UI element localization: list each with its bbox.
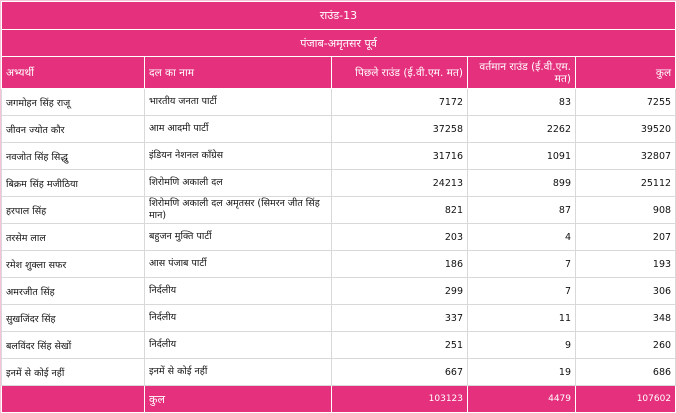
total-votes-cell: 207 (576, 224, 676, 251)
table-row (2, 170, 676, 197)
seat-title-row (2, 30, 676, 57)
total-votes-cell: 39520 (576, 116, 676, 143)
previous-votes-cell: 299 (332, 278, 468, 305)
party-cell: शिरोमणि अकाली दल (145, 170, 332, 197)
party-cell: आम आदमी पार्टी (145, 116, 332, 143)
round-title-row (2, 2, 676, 30)
candidate-cell: हरपाल सिंह (2, 197, 145, 224)
total-votes-cell: 306 (576, 278, 676, 305)
party-cell: इंडियन नेशनल कॉंग्रेस (145, 143, 332, 170)
party-cell: बहुजन मुक्ति पार्टी (145, 224, 332, 251)
header-row (2, 57, 676, 89)
previous-votes-cell: 251 (332, 332, 468, 359)
table-row (2, 116, 676, 143)
table-row (2, 278, 676, 305)
table-row (2, 251, 676, 278)
totals-current: 4479 (468, 386, 576, 413)
total-votes-cell: 260 (576, 332, 676, 359)
round-title: राउंड-13 (2, 2, 676, 30)
total-votes-cell: 908 (576, 197, 676, 224)
table-row (2, 143, 676, 170)
current-votes-cell: 7 (468, 278, 576, 305)
previous-votes-cell: 821 (332, 197, 468, 224)
candidate-cell: अमरजीत सिंह (2, 278, 145, 305)
candidate-cell: रमेश शुक्ला सफर (2, 251, 145, 278)
header-previous-round: पिछले राउंड (ई.वी.एम. मत) (332, 57, 468, 89)
current-votes-cell: 899 (468, 170, 576, 197)
previous-votes-cell: 186 (332, 251, 468, 278)
total-votes-cell: 686 (576, 359, 676, 386)
total-votes-cell: 32807 (576, 143, 676, 170)
results-table (1, 1, 676, 413)
previous-votes-cell: 7172 (332, 89, 468, 116)
table-row (2, 224, 676, 251)
candidate-cell: बिक्रम सिंह मजीठिया (2, 170, 145, 197)
header-current-round: वर्तमान राउंड (ई.वी.एम. मत) (468, 57, 576, 89)
current-votes-cell: 2262 (468, 116, 576, 143)
previous-votes-cell: 337 (332, 305, 468, 332)
previous-votes-cell: 24213 (332, 170, 468, 197)
table-row (2, 305, 676, 332)
candidate-cell: इनमें से कोई नहीं (2, 359, 145, 386)
party-cell: भारतीय जनता पार्टी (145, 89, 332, 116)
candidate-cell: सुखजिंदर सिंह (2, 305, 145, 332)
table-row (2, 89, 676, 116)
candidate-cell: जीवन ज्योत कौर (2, 116, 145, 143)
party-cell: निर्दलीय (145, 305, 332, 332)
total-votes-cell: 25112 (576, 170, 676, 197)
total-votes-cell: 7255 (576, 89, 676, 116)
current-votes-cell: 1091 (468, 143, 576, 170)
table-row (2, 332, 676, 359)
header-party: दल का नाम (145, 57, 332, 89)
previous-votes-cell: 31716 (332, 143, 468, 170)
header-total: कुल (576, 57, 676, 89)
party-cell: आस पंजाब पार्टी (145, 251, 332, 278)
current-votes-cell: 9 (468, 332, 576, 359)
candidate-cell: तरसेम लाल (2, 224, 145, 251)
candidate-cell: बलविंदर सिंह सेखों (2, 332, 145, 359)
totals-row (2, 386, 676, 413)
current-votes-cell: 4 (468, 224, 576, 251)
total-votes-cell: 193 (576, 251, 676, 278)
previous-votes-cell: 37258 (332, 116, 468, 143)
current-votes-cell: 87 (468, 197, 576, 224)
header-candidate: अभ्यर्थी (2, 57, 145, 89)
previous-votes-cell: 667 (332, 359, 468, 386)
party-cell: निर्दलीय (145, 332, 332, 359)
totals-previous: 103123 (332, 386, 468, 413)
totals-total: 107602 (576, 386, 676, 413)
candidate-cell: जगमोहन सिंह राजू (2, 89, 145, 116)
total-votes-cell: 348 (576, 305, 676, 332)
current-votes-cell: 11 (468, 305, 576, 332)
table-row (2, 197, 676, 224)
current-votes-cell: 83 (468, 89, 576, 116)
party-cell: इनमें से कोई नहीं (145, 359, 332, 386)
candidate-cell: नवजोत सिंह सिद्धु (2, 143, 145, 170)
current-votes-cell: 7 (468, 251, 576, 278)
party-cell: निर्दलीय (145, 278, 332, 305)
totals-blank-cell (2, 386, 145, 413)
seat-title: पंजाब-अमृतसर पूर्व (2, 30, 676, 57)
current-votes-cell: 19 (468, 359, 576, 386)
table-row (2, 359, 676, 386)
party-cell: शिरोमणि अकाली दल अमृतसर (सिमरन जीत सिंह मान) (145, 197, 332, 224)
previous-votes-cell: 203 (332, 224, 468, 251)
totals-label: कुल (145, 386, 332, 413)
